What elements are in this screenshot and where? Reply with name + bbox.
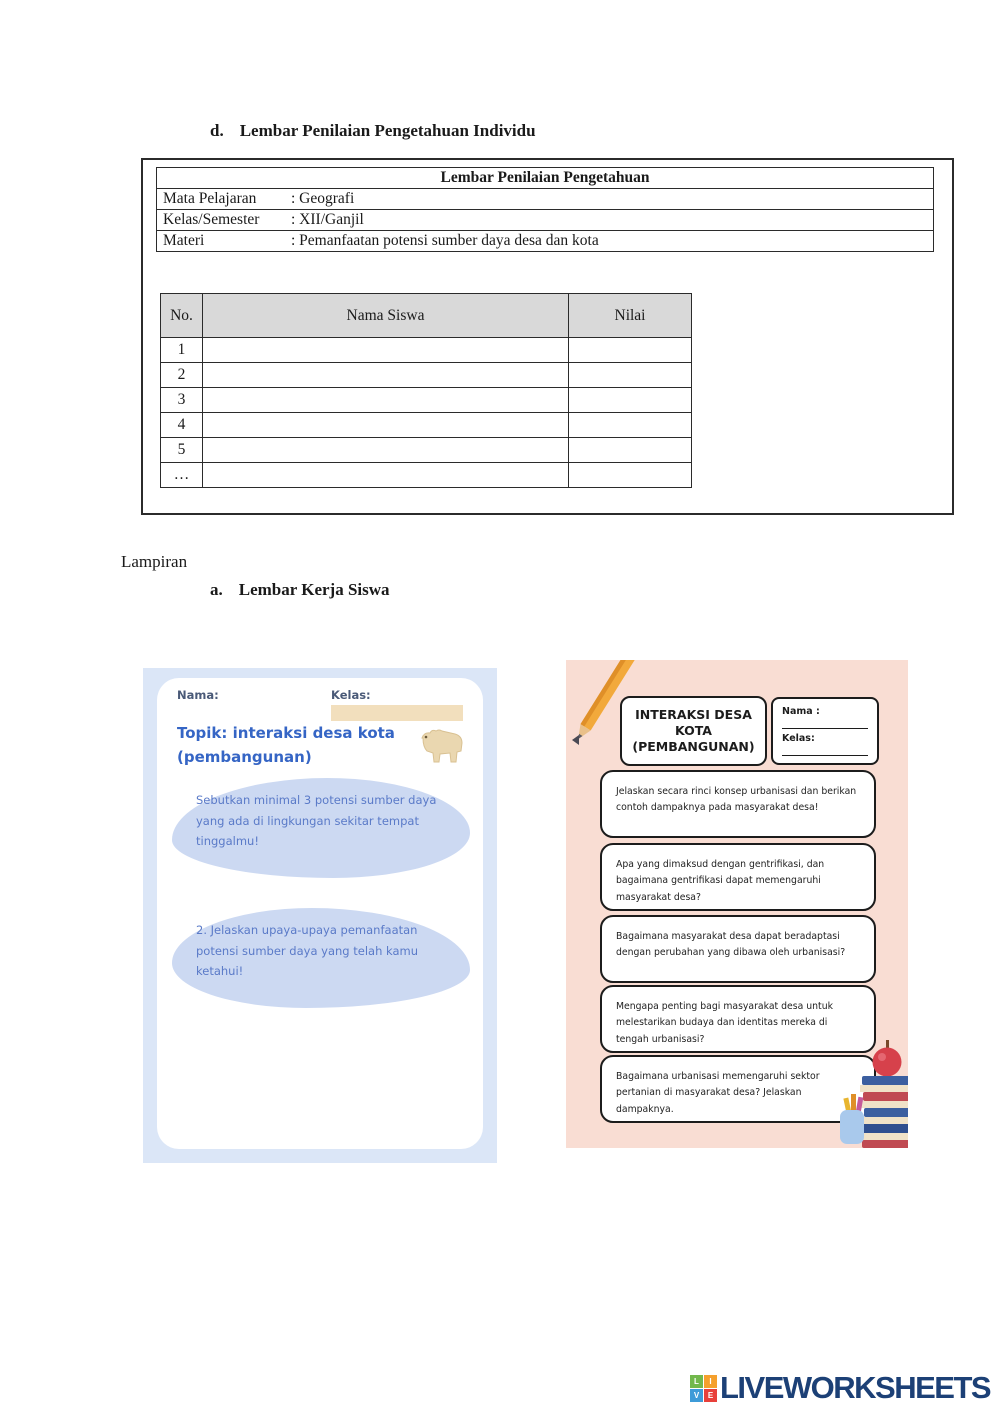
table-row [161,338,692,363]
column-header-name: Nama Siswa [203,294,569,338]
section-d-title: Lembar Penilaian Pengetahuan Individu [239,121,536,140]
worksheet-blue-question-1: Sebutkan minimal 3 potensi sumber daya yang ada di lingkungan sekitar tempat tinggalmu! [172,778,470,878]
worksheet-pink-name-box [771,697,879,765]
worksheet-pink-question-1: Jelaskan secara rinci konsep urbanisasi dan berikan contoh dampaknya pada masyarakat desa! [600,770,876,838]
worksheet-pink-title: INTERAKSI DESA KOTA (PEMBANGUNAN) [620,696,767,766]
worksheet-pink [566,660,908,1148]
row-number: 2 [161,363,203,388]
worksheet-blue-card [157,678,483,1149]
section-d-heading [210,121,536,141]
table-row [157,210,934,231]
polar-bear-icon [413,724,465,774]
score-cell-empty [569,438,692,463]
topic-title-line1: Topik: interaksi desa kota [177,724,395,742]
name-cell-empty [203,413,569,438]
section-a-heading [210,580,390,600]
table-row [161,388,692,413]
assessment-info-table [156,167,934,252]
row-number: 5 [161,438,203,463]
logo-square-l: L [690,1375,703,1388]
column-header-score: Nilai [569,294,692,338]
name-cell-empty [203,338,569,363]
score-cell-empty [569,463,692,488]
score-cell-empty [569,338,692,363]
worksheet-blue-question-2: 2. Jelaskan upaya-upaya pemanfaatan potensi sumber daya yang telah kamu ketahui! [172,908,470,1008]
kelas-answer-field[interactable] [331,705,463,721]
name-cell-empty [203,363,569,388]
row-number: 3 [161,388,203,413]
score-cell-empty [569,363,692,388]
table-row [161,463,692,488]
kelas-label: Kelas: [331,688,371,702]
worksheet-pink-question-2: Apa yang dimaksud dengan gentrifikasi, dan bagaimana gentrifikasi dapat memengaruhi masyarakat desa? [600,843,876,911]
info-label-subject: Mata Pelajaran [163,190,257,207]
table-row [157,168,934,189]
table-row [157,231,934,252]
logo-square-v: V [690,1389,703,1402]
nama-answer-line[interactable] [782,717,868,729]
worksheet-pink-question-4: Mengapa penting bagi masyarakat desa untuk melestarikan budaya dan identitas mereka di tengah urbanisasi? [600,985,876,1053]
info-value-subject: : Geografi [291,190,355,207]
name-cell-empty [203,463,569,488]
kelas-answer-line[interactable] [782,744,868,756]
worksheet-pink-question-3: Bagaimana masyarakat desa dapat beradaptasi dengan perubahan yang dibawa oleh urbanisasi? [600,915,876,983]
info-value-material: : Pemanfaatan potensi sumber daya desa dan kota [291,232,599,249]
assessment-title: Lembar Penilaian Pengetahuan [157,168,934,189]
row-number: 1 [161,338,203,363]
score-cell-empty [569,388,692,413]
section-d-label: d. [210,121,224,140]
nama-label: Nama : [782,706,820,717]
section-a-title: Lembar Kerja Siswa [238,580,390,599]
name-cell-empty [203,388,569,413]
row-number: … [161,463,203,488]
column-header-no: No. [161,294,203,338]
table-row [161,413,692,438]
liveworksheets-logo-icon [690,1375,717,1402]
topic-title-line2: (pembangunan) [177,748,312,766]
assessment-box [141,158,954,515]
score-table [160,293,692,488]
score-cell-empty [569,413,692,438]
info-label-class: Kelas/Semester [163,211,260,228]
books-apple-illustration [836,1036,908,1148]
lampiran-heading: Lampiran [121,552,188,571]
table-row [161,363,692,388]
info-value-class: : XII/Ganjil [291,211,364,228]
table-row [161,438,692,463]
score-table-header-row [161,294,692,338]
worksheet-pink-question-5: Bagaimana urbanisasi memengaruhi sektor pertanian di masyarakat desa? Jelaskan dampaknya. [600,1055,876,1123]
liveworksheets-footer [690,1370,990,1406]
name-cell-empty [203,438,569,463]
brand-name: LIVEWORKSHEETS [720,1370,991,1405]
worksheet-blue [143,668,497,1163]
logo-square-i: I [704,1375,717,1388]
nama-label: Nama: [177,688,219,702]
section-a-label: a. [210,580,223,599]
table-row [157,189,934,210]
row-number: 4 [161,413,203,438]
info-label-material: Materi [163,232,205,249]
kelas-label: Kelas: [782,733,815,744]
logo-square-e: E [704,1389,717,1402]
